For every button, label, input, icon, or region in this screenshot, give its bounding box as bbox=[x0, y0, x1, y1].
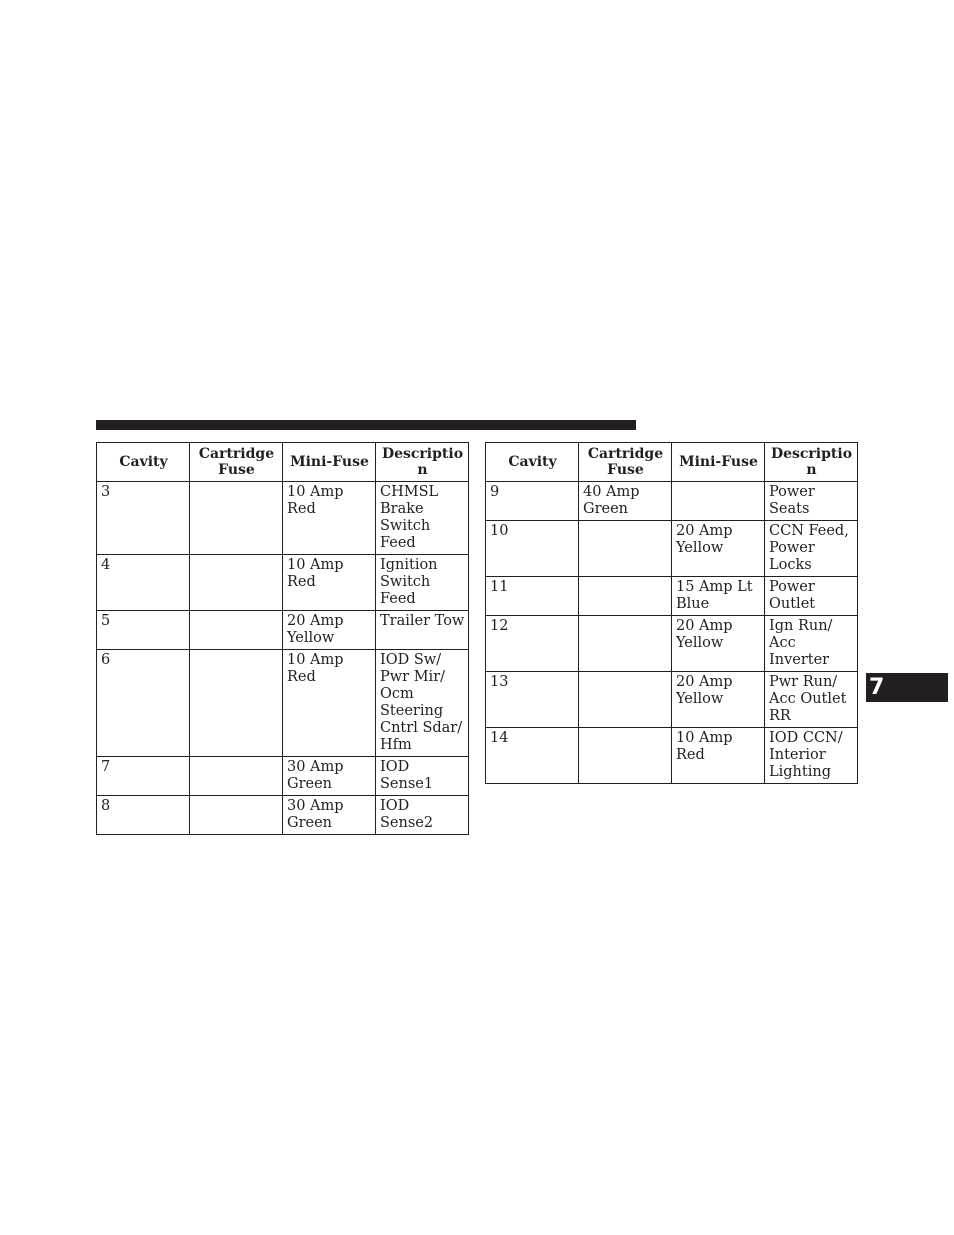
header-cartridge-fuse: Cartridge Fuse bbox=[190, 443, 283, 482]
table-row bbox=[97, 482, 469, 555]
mini-fuse-cell: 20 Amp Yellow bbox=[672, 521, 765, 577]
description-cell: CCN Feed, Power Locks bbox=[765, 521, 858, 577]
mini-fuse-cell bbox=[672, 482, 765, 521]
mini-fuse-cell: 15 Amp Lt Blue bbox=[672, 577, 765, 616]
table-row bbox=[486, 616, 858, 672]
cavity-cell: 14 bbox=[486, 728, 579, 784]
description-cell: Trailer Tow bbox=[376, 611, 469, 650]
cartridge-cell bbox=[190, 611, 283, 650]
cartridge-cell bbox=[190, 796, 283, 835]
cavity-cell: 5 bbox=[97, 611, 190, 650]
description-cell: IOD Sw/ Pwr Mir/ Ocm Steering Cntrl Sdar/ Hfm bbox=[376, 650, 469, 757]
mini-fuse-cell: 20 Amp Yellow bbox=[672, 672, 765, 728]
table-row bbox=[486, 672, 858, 728]
description-cell: Power Seats bbox=[765, 482, 858, 521]
header-mini-fuse: Mini-Fuse bbox=[283, 443, 376, 482]
fuse-table-right bbox=[485, 442, 858, 784]
table-row bbox=[97, 796, 469, 835]
table-row bbox=[486, 482, 858, 521]
mini-fuse-cell: 10 Amp Red bbox=[672, 728, 765, 784]
cavity-cell: 12 bbox=[486, 616, 579, 672]
cavity-cell: 11 bbox=[486, 577, 579, 616]
cartridge-cell bbox=[579, 577, 672, 616]
description-cell: IOD CCN/ Interior Lighting bbox=[765, 728, 858, 784]
cartridge-cell bbox=[190, 555, 283, 611]
description-cell: IOD Sense2 bbox=[376, 796, 469, 835]
cavity-cell: 4 bbox=[97, 555, 190, 611]
cartridge-cell bbox=[579, 616, 672, 672]
mini-fuse-cell: 30 Amp Green bbox=[283, 757, 376, 796]
mini-fuse-cell: 10 Amp Red bbox=[283, 482, 376, 555]
description-cell: Ign Run/ Acc Inverter bbox=[765, 616, 858, 672]
cartridge-cell bbox=[190, 482, 283, 555]
description-cell: IOD Sense1 bbox=[376, 757, 469, 796]
table-row bbox=[486, 577, 858, 616]
header-cavity: Cavity bbox=[97, 443, 190, 482]
header-mini-fuse: Mini-Fuse bbox=[672, 443, 765, 482]
cartridge-cell bbox=[190, 757, 283, 796]
header-description: Description bbox=[376, 443, 469, 482]
cartridge-cell bbox=[579, 728, 672, 784]
description-cell: Ignition Switch Feed bbox=[376, 555, 469, 611]
cartridge-cell bbox=[579, 521, 672, 577]
table-row bbox=[97, 650, 469, 757]
description-cell: Pwr Run/ Acc Outlet RR bbox=[765, 672, 858, 728]
cavity-cell: 10 bbox=[486, 521, 579, 577]
mini-fuse-cell: 30 Amp Green bbox=[283, 796, 376, 835]
mini-fuse-cell: 10 Amp Red bbox=[283, 650, 376, 757]
fuse-table-left bbox=[96, 442, 469, 835]
cavity-cell: 8 bbox=[97, 796, 190, 835]
table-row bbox=[97, 611, 469, 650]
table-row bbox=[486, 521, 858, 577]
table-row bbox=[486, 728, 858, 784]
mini-fuse-cell: 20 Amp Yellow bbox=[283, 611, 376, 650]
table-row bbox=[97, 555, 469, 611]
section-rule bbox=[96, 420, 636, 430]
header-cavity: Cavity bbox=[486, 443, 579, 482]
cavity-cell: 6 bbox=[97, 650, 190, 757]
table-row bbox=[97, 757, 469, 796]
header-row bbox=[97, 443, 469, 482]
chapter-tab: 7 bbox=[866, 673, 948, 702]
mini-fuse-cell: 20 Amp Yellow bbox=[672, 616, 765, 672]
cartridge-cell bbox=[579, 672, 672, 728]
mini-fuse-cell: 10 Amp Red bbox=[283, 555, 376, 611]
header-cartridge-fuse: Cartridge Fuse bbox=[579, 443, 672, 482]
header-description: Description bbox=[765, 443, 858, 482]
cavity-cell: 3 bbox=[97, 482, 190, 555]
description-cell: CHMSL Brake Switch Feed bbox=[376, 482, 469, 555]
cartridge-cell: 40 Amp Green bbox=[579, 482, 672, 521]
cartridge-cell bbox=[190, 650, 283, 757]
description-cell: Power Outlet bbox=[765, 577, 858, 616]
cavity-cell: 7 bbox=[97, 757, 190, 796]
cavity-cell: 9 bbox=[486, 482, 579, 521]
header-row bbox=[486, 443, 858, 482]
cavity-cell: 13 bbox=[486, 672, 579, 728]
